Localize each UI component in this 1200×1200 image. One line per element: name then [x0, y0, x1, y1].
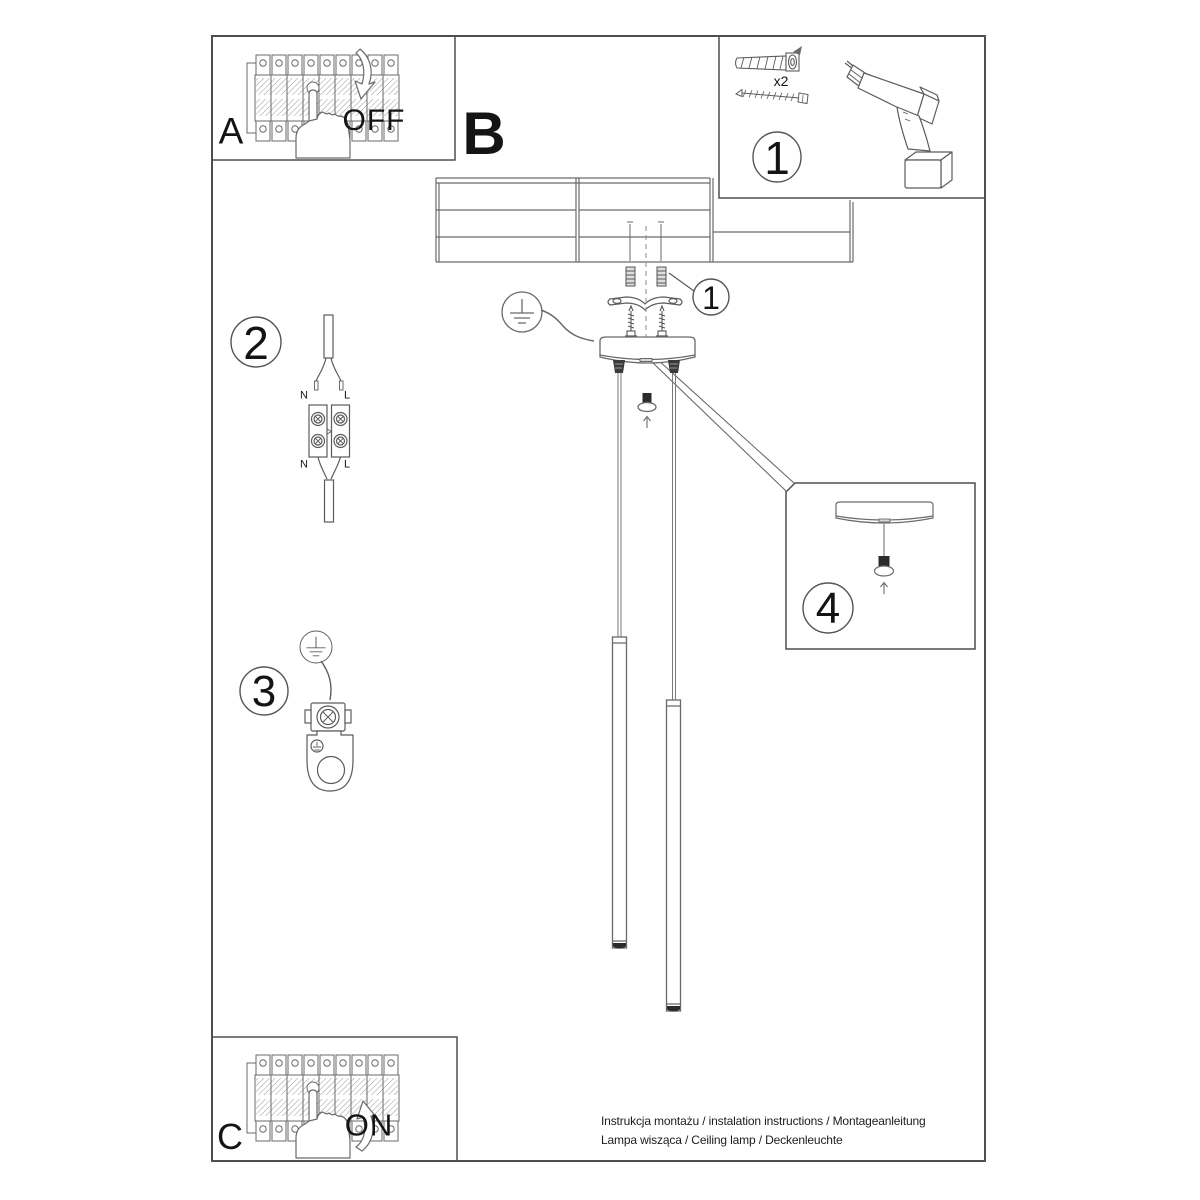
grounding-callout-number: 3	[251, 667, 277, 716]
terminal-block-icon	[309, 405, 350, 457]
detail-panel-4	[786, 483, 975, 649]
panel-c-label: C	[217, 1116, 243, 1157]
terminal-label-l-bottom: L	[343, 458, 351, 471]
pendant-tube-left	[613, 637, 627, 949]
panel-a-action-label: OFF	[342, 104, 406, 137]
cable-gland-right	[668, 360, 680, 373]
ground-symbol-small	[300, 631, 332, 663]
canopy-detail-callout-number: 4	[815, 584, 841, 633]
panel-c	[212, 1037, 457, 1161]
main-diagram-label: B	[462, 100, 506, 167]
cable-top	[324, 315, 333, 358]
canopy-icon	[600, 337, 695, 428]
kit-callout-number: 1	[764, 132, 790, 184]
main-callout-number: 1	[702, 280, 720, 316]
pendant-tube-right	[667, 700, 681, 1012]
terminal-label-n-bottom: N	[300, 458, 308, 471]
terminal-label-n-top: N	[300, 389, 308, 402]
cable-gland-left	[613, 360, 625, 373]
panel-a-label: A	[218, 110, 244, 152]
callout-4-leader	[652, 359, 794, 491]
earth-clamp-icon	[305, 703, 351, 731]
kit-quantity-label: x2	[773, 73, 789, 89]
ground-symbol	[502, 292, 594, 341]
ground-wire-small	[321, 661, 331, 700]
wiring-callout-number: 2	[243, 317, 269, 369]
ground-wire	[541, 310, 594, 341]
callout-1-marker	[669, 273, 729, 315]
mounting-bracket-icon	[608, 297, 682, 310]
bracket-with-hole-icon	[307, 731, 353, 791]
terminal-label-l-top: L	[343, 389, 351, 402]
footer-title-line: Instrukcja montażu / instalation instructions / Montageanleitung	[601, 1114, 926, 1128]
panel-c-action-label: ON	[344, 1107, 394, 1143]
kit-panel-1	[719, 36, 985, 198]
cable-bottom	[325, 480, 334, 522]
strain-relief-bolt-icon	[638, 393, 656, 428]
footer-subtitle-line: Lampa wisząca / Ceiling lamp / Deckenleuchte	[601, 1133, 843, 1147]
panel-a	[212, 36, 455, 160]
